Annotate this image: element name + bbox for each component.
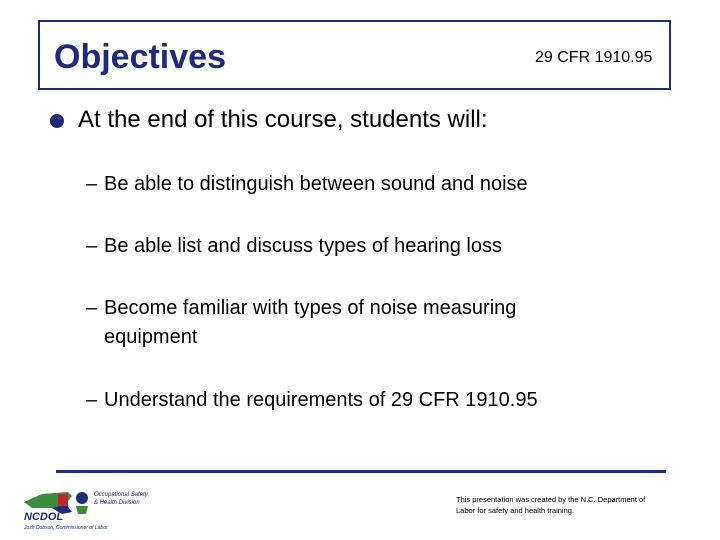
svg-text:Occupational Safety: Occupational Safety bbox=[94, 492, 148, 498]
objective-text: Be able list and discuss types of hearing loss bbox=[104, 235, 502, 257]
objective-text: Be able to distinguish between sound and noise bbox=[104, 173, 528, 195]
dash-icon: – bbox=[86, 173, 98, 195]
footer-note: This presentation was created by the N.C. Department of Labor for safety and health training. bbox=[456, 495, 646, 515]
bullet-icon bbox=[50, 114, 64, 128]
svg-text:& Health Division: & Health Division bbox=[94, 500, 140, 506]
ncdol-logo bbox=[22, 482, 162, 532]
objective-item bbox=[86, 232, 502, 261]
dash-icon: – bbox=[86, 389, 98, 411]
regulation-reference: 29 CFR 1910.95 bbox=[535, 49, 653, 66]
objective-item bbox=[86, 170, 528, 199]
svg-text:Josh Dobson, Commissioner of L: Josh Dobson, Commissioner of Labor bbox=[24, 525, 108, 531]
objective-item bbox=[86, 294, 606, 352]
main-bullet: At the end of this course, students will: bbox=[78, 106, 488, 133]
objective-text: Understand the requirements of 29 CFR 1910.95 bbox=[104, 389, 538, 411]
footer-divider bbox=[56, 470, 666, 473]
svg-text:NCDOL: NCDOL bbox=[24, 511, 64, 523]
objective-text: Become familiar with types of noise measuring equipment bbox=[104, 297, 517, 348]
dash-icon: – bbox=[86, 235, 98, 257]
slide-title: Objectives bbox=[54, 38, 226, 76]
dash-icon: – bbox=[86, 297, 98, 319]
objective-item bbox=[86, 386, 538, 415]
